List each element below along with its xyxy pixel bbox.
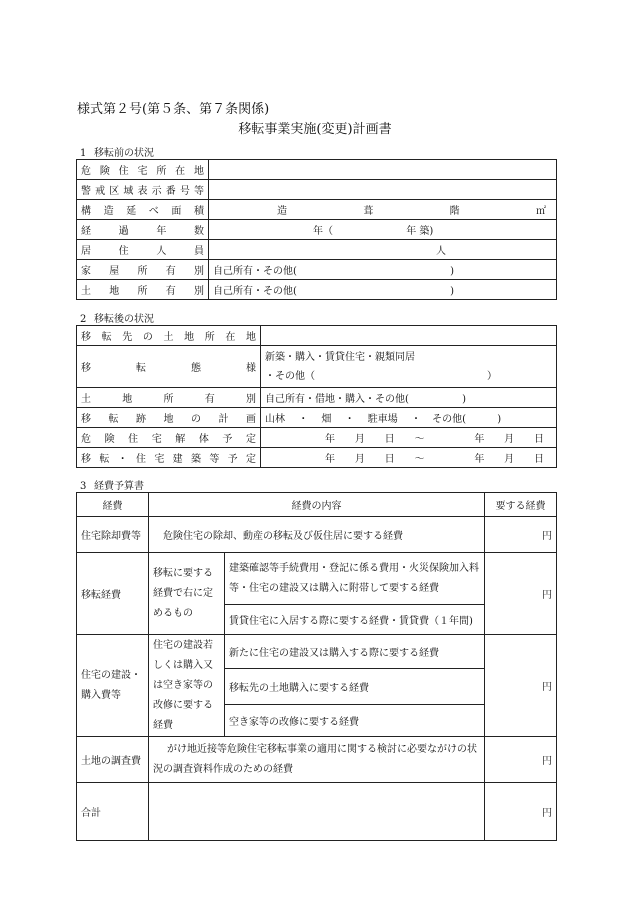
- label-moving: 移転経費: [77, 553, 149, 635]
- value-land-ownership[interactable]: 自己所有・借地・購入・その他( ): [261, 388, 557, 408]
- label-build: 住宅の建設・購入費等: [77, 635, 149, 737]
- label-location: 危険住宅所在地: [77, 160, 209, 180]
- value-mode[interactable]: 新築・購入・賃貸住宅・親類同居 ・その他（ ）: [261, 346, 557, 388]
- value-demolition[interactable]: 年 月 日 ～ 年 月 日: [261, 428, 557, 448]
- content-build-item3: 空き家等の改修に要する経費: [225, 705, 485, 737]
- label-zone-no: 警戒区域表示番号等: [77, 180, 209, 200]
- content-removal: 危険住宅の除却、動産の移転及び仮住居に要する経費: [149, 517, 485, 553]
- content-build-item1: 新たに住宅の建設又は購入する際に要する経費: [225, 635, 485, 669]
- header-cost: 経費: [77, 493, 149, 517]
- header-content: 経費の内容: [149, 493, 485, 517]
- label-total: 合計: [77, 783, 149, 841]
- header-required: 要する経費: [485, 493, 557, 517]
- content-survey: がけ地近接等危険住宅移転事業の適用に関する検討に必要ながけの状況の調査資料作成のための経費: [149, 737, 485, 783]
- value-construction[interactable]: 年 月 日 ～ 年 月 日: [261, 448, 557, 468]
- label-demolition: 危険住宅解体予定: [77, 428, 261, 448]
- label-house-owner: 家屋所有別: [77, 260, 209, 280]
- value-zone-no[interactable]: [209, 180, 557, 200]
- amount-total[interactable]: 円: [485, 783, 557, 841]
- label-construction: 移転・住宅建築等予定: [77, 448, 261, 468]
- label-structure: 構造延べ面積: [77, 200, 209, 220]
- section1-table: [76, 159, 557, 300]
- sub-moving: 移転に要する経費で右に定めるもの: [149, 553, 225, 635]
- amount-survey[interactable]: 円: [485, 737, 557, 783]
- label-survey: 土地の調査費: [77, 737, 149, 783]
- content-moving-item1: 建築確認等手続費用・登記に係る費用・火災保険加入料等・住宅の建設又は購入に附帯して要する経費: [225, 553, 485, 605]
- section2-heading: 2 移転後の状況: [80, 314, 154, 325]
- section2-table: [76, 325, 557, 468]
- amount-removal[interactable]: 円: [485, 517, 557, 553]
- label-land-owner: 土地所有別: [77, 280, 209, 300]
- section3-table: [76, 492, 557, 841]
- value-dest-location[interactable]: [261, 326, 557, 346]
- label-land-ownership: 土地所有別: [77, 388, 261, 408]
- amount-moving[interactable]: 円: [485, 553, 557, 635]
- value-location[interactable]: [209, 160, 557, 180]
- label-removal: 住宅除却費等: [77, 517, 149, 553]
- value-house-owner[interactable]: 自己所有・その他( ): [209, 260, 557, 280]
- section1-heading: 1 移転前の状況: [80, 148, 154, 159]
- section3-heading: 3 経費予算書: [80, 481, 144, 492]
- form-number: 様式第２号(第５条、第７条関係): [77, 102, 270, 117]
- label-age: 経過年数: [77, 220, 209, 240]
- value-structure[interactable]: 造 葺 階 ㎡: [209, 200, 557, 220]
- value-residents[interactable]: 人: [209, 240, 557, 260]
- label-site-plan: 移転跡地の計画: [77, 408, 261, 428]
- value-site-plan[interactable]: 山林 ・ 畑 ・ 駐車場 ・ その他( ): [261, 408, 557, 428]
- sub-build: 住宅の建設若しくは購入又は空き家等の改修に要する経費: [149, 635, 225, 737]
- label-residents: 居住人員: [77, 240, 209, 260]
- value-land-owner[interactable]: 自己所有・その他( ): [209, 280, 557, 300]
- amount-build[interactable]: 円: [485, 635, 557, 737]
- label-mode: 移転態様: [77, 346, 261, 388]
- content-moving-item2: 賃貸住宅に入居する際に要する経費・賃貸費（１年間): [225, 605, 485, 635]
- content-total: [149, 783, 485, 841]
- label-dest-location: 移転先の土地所在地: [77, 326, 261, 346]
- document-title: 移転事業実施(変更)計画書: [238, 122, 392, 137]
- value-age[interactable]: 年（ 年 築): [209, 220, 557, 240]
- content-build-item2: 移転先の土地購入に要する経費: [225, 669, 485, 705]
